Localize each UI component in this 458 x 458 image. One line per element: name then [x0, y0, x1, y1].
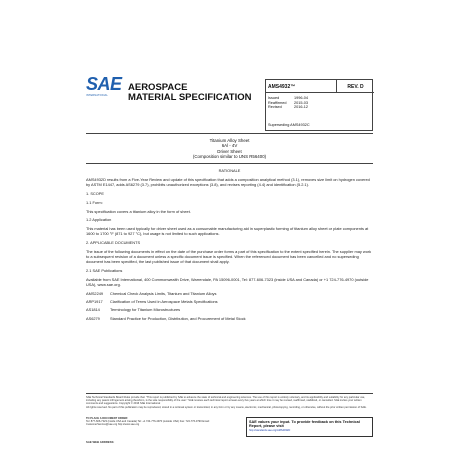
title-line-1: AEROSPACE: [128, 82, 188, 93]
reference-title: Terminology for Titanium Microstructures: [110, 307, 181, 313]
reference-title: Clarification of Terms Used in Aerospace Metals Specifications: [110, 298, 218, 304]
title-line-2: MATERIAL SPECIFICATION: [128, 92, 252, 103]
reference-row: [86, 292, 373, 297]
reference-title: Standard Practice for Production, Distribution, and Procurement of Metal Stock: [110, 315, 246, 321]
material-subject: [86, 138, 373, 160]
reference-row: [86, 317, 373, 322]
section-1-1-text: This specification covers a titanium alloy in the form of sheet.: [86, 208, 191, 214]
reference-code: AMS2249: [86, 290, 104, 296]
footer-notice: [86, 396, 373, 409]
reference-row: [86, 300, 373, 305]
order-contact: [86, 417, 236, 427]
footer-rights-text: All rights reserved. No part of this publication may be reproduced, stored in a retrieval system or transmitted, in any form or by any means, electronic, mechanical, photocopying, recording, or otherwise, without the prior written permission of SAE.: [86, 405, 367, 409]
reference-title: Chemical Check Analysis Limits, Titanium and Titanium Alloys: [110, 290, 217, 296]
logo-mark: SAE: [86, 74, 122, 94]
subject-divider: [86, 163, 373, 164]
subject-line-3: Driver Sheet: [217, 148, 242, 154]
footer-divider: [86, 393, 373, 394]
date-row: Issued 1996-04: [268, 96, 308, 100]
spec-number: AMS4932™: [266, 80, 337, 93]
superseding-note: Superseding AMS4932C: [268, 123, 310, 127]
section-2-text: The issue of the following documents in effect on the date of the purchase order forms a part of this specification to the extent specified herein. The supplier may work to a subsequent revision of a document unless a specific document issue is specified. When the referenced document has been cancelled and no superseding document has been specified, the last published issue of that document shall apply.: [86, 249, 372, 264]
subject-line-4: (Composition similar to UNS R56400): [192, 154, 267, 160]
logo-subtitle: INTERNATIONAL: [86, 94, 108, 97]
reference-code: ARP1917: [86, 298, 103, 304]
contact-lines: Tel: 877-606-7323 (inside USA and Canada) Tel: +1 724-776-4970 (outside USA) Fax: 724-776-0790 Email: CustomerService@sae.org http://www.sae.org: [86, 420, 210, 427]
footer-notice-text: SAE Technical Standards Board Rules provide that: "This report is published by SAE to advance the state of technical and engineering sciences. The use of this report is entirely voluntary, and its applicability and suitability for any particular use, including any patent infringement arising therefrom, is the sole responsibility of the user." SAE reviews each technical report at least every five years at which time it may be revised, reaffirmed, stabilized, or cancelled. SAE invites your written comments and suggestions. Copyright © 2016 SAE International: [86, 396, 366, 406]
document-body: [86, 169, 373, 325]
spec-info-box: [265, 79, 373, 131]
sae-web-address: SAE WEB ADDRESS:: [86, 440, 115, 444]
section-1-1-heading: 1.1 Form:: [86, 199, 103, 205]
document-type-title: [128, 83, 252, 103]
rationale-text: AMS4932D results from a Five-Year Review and update of this specification that adds a composition analytical method (3.1), removes size limit on hydrogen covered by ASTM E1447, adds AS6279 (3.7), prohibits unauthorized exceptions (3.8), and revises reporting (4.4) and identification (5.2.1).: [86, 176, 370, 187]
reference-code: AS6279: [86, 315, 100, 321]
document-page: [86, 75, 373, 447]
reference-code: AS1814: [86, 307, 100, 313]
feedback-box: [246, 417, 373, 437]
section-1-2-text: This material has been used typically for driver sheet used as a consumable manufacturing aid in superplastic forming of titanium alloy sheet or plate components at 1600 to 1700 °F (871 to 927 °C), but usage is not limited to such applications.: [86, 226, 369, 237]
rationale-heading: RATIONALE: [218, 168, 241, 173]
section-2-1-heading: 2.1 SAE Publications: [86, 267, 123, 273]
feedback-link[interactable]: http://standards.sae.org/AMS4932D: [249, 429, 291, 433]
subject-line-1: Titanium Alloy Sheet: [209, 138, 250, 143]
reference-row: [86, 308, 373, 313]
subject-line-2: 6Al - 4V: [221, 143, 238, 149]
contact-title: TO PLACE A DOCUMENT ORDER:: [86, 417, 129, 420]
section-1-2-heading: 1.2 Application: [86, 217, 112, 223]
dates-list: [268, 96, 308, 110]
sae-logo: [86, 75, 124, 105]
section-1-heading: 1. SCOPE: [86, 190, 104, 196]
revision-label: REV. D: [337, 80, 374, 93]
section-2-heading: 2. APPLICABLE DOCUMENTS: [86, 240, 141, 246]
section-2-1-text: Available from SAE International, 400 Commonwealth Drive, Warrendale, PA 15096-0001, Tel: 877-606-7323 (inside USA and Canada) or +1 724-776-4970 (outside USA), www.sae.org.: [86, 276, 369, 287]
feedback-text: SAE values your input. To provide feedback on this Technical Report, please visit: [249, 420, 360, 429]
header-divider: [86, 133, 373, 134]
date-row: Revised 2016-12: [268, 105, 308, 110]
date-row: Reaffirmed 2015-03: [268, 100, 308, 105]
